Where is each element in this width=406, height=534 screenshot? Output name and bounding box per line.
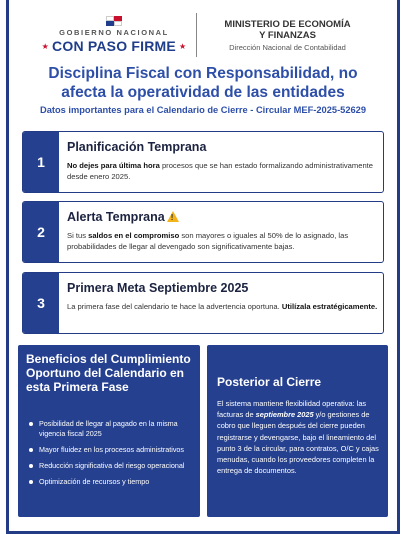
card-body [67, 230, 379, 252]
post-close-pre: El sistema mantiene flexibilidad operativa: las facturas de [217, 399, 367, 420]
government-logo [40, 16, 188, 54]
list-item: Reducción significativa del riesgo operacional [28, 461, 196, 471]
card-title: Primera Meta Septiembre 2025 [67, 281, 249, 295]
card-title: Alerta Temprana [67, 210, 165, 224]
post-close-bold: septiembre 2025 [255, 410, 314, 420]
list-item: Posibilidad de llegar al pagado en la misma vigencia fiscal 2025 [28, 419, 196, 439]
card-body-text: son mayores o iguales al 50% de lo asignado, las probabilidades de llegar al devengado son significativamente bajas. [67, 231, 349, 251]
card-body-text: procesos que se han estado formalizando administrativamente desde enero 2025. [67, 161, 374, 181]
post-close-panel [207, 345, 388, 517]
card-primera-meta [22, 272, 384, 334]
card-body-bold: No dejes para última hora [67, 161, 160, 170]
card-body [67, 160, 379, 182]
benefits-panel [18, 345, 200, 517]
header [40, 10, 370, 60]
card-body [67, 301, 379, 312]
header-divider [196, 13, 197, 57]
gov-slogan [40, 38, 188, 54]
post-close-title: Posterior al Cierre [217, 375, 322, 389]
post-close-text: y/o gestiones de cobro que lleguen después del cierre pueden registrarse y devengarse, bajo el lineamiento del punto 3 de la circular, para contratos, O/C y cajas menudas, cuando los proveedores completen la entrega de documentos. [217, 410, 379, 476]
card-body-bold: Utilízala estratégicamente. [281, 302, 378, 311]
ministry-line1: MINISTERIO DE ECONOMÍA [224, 18, 351, 30]
benefits-list [28, 419, 196, 493]
main-title-line2: afecta la operatividad de las entidades [61, 84, 345, 101]
warning-icon [167, 211, 179, 222]
benefits-title: Beneficios del Cumplimiento Oportuno del Calendario en esta Primera Fase [26, 352, 191, 394]
panama-flag-icon [106, 16, 122, 26]
gov-slogan-text: CON PASO FIRME [52, 38, 176, 54]
main-title [20, 64, 386, 102]
card-body-pre: Si tus [67, 231, 89, 240]
gov-top-text: GOBIERNO NACIONAL [59, 28, 169, 37]
ministry-block [205, 19, 370, 52]
ministry-dept: Dirección Nacional de Contabilidad [229, 42, 346, 52]
post-close-body [217, 398, 381, 476]
main-title-line1: Disciplina Fiscal con Responsabilidad, no [48, 65, 358, 82]
subtitle: Datos importantes para el Calendario de Cierre - Circular MEF-2025-52629 [39, 105, 367, 115]
card-alerta [22, 201, 384, 263]
list-item: Optimización de recursos y tiempo [28, 477, 196, 487]
star-icon: ★ [178, 41, 187, 51]
star-icon: ★ [41, 41, 50, 51]
ministry-line2: Y FINANZAS [259, 29, 316, 41]
card-planificacion [22, 131, 384, 193]
card-title-wrap [67, 210, 179, 224]
card-number: 1 [23, 132, 59, 192]
card-body-bold: saldos en el compromiso [88, 231, 180, 240]
list-item: Mayor fluidez en los procesos administrativos [28, 445, 196, 455]
card-body-pre: La primera fase del calendario te hace la advertencia oportuna. [67, 302, 282, 311]
card-number: 2 [23, 202, 59, 262]
card-number: 3 [23, 273, 59, 333]
card-title: Planificación Temprana [67, 140, 207, 154]
